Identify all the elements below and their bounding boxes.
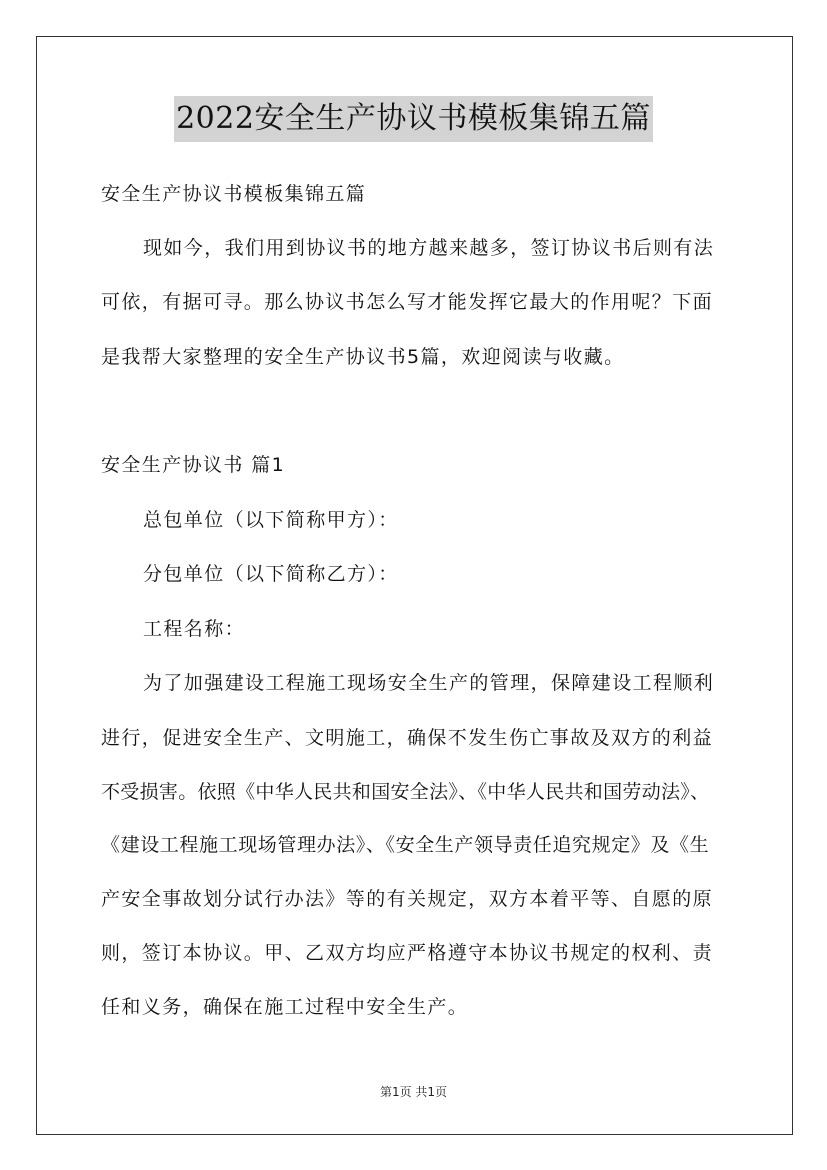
intro-line-3: 是我帮大家整理的安全生产协议书5篇，欢迎阅读与收藏。 <box>101 346 625 368</box>
field-general-contractor: 总包单位（以下简称甲方）： <box>143 509 399 531</box>
body-line-6: 则，签订本协议。甲、乙双方均应严格遵守本协议书规定的权利、责 <box>101 942 714 964</box>
section-heading: 安全生产协议书 篇1 <box>101 454 286 476</box>
intro-line-2: 可依，有据可寻。那么协议书怎么写才能发挥它最大的作用呢？下面 <box>101 291 714 313</box>
body-line-2: 进行，促进安全生产、文明施工，确保不发生伤亡事故及双方的利益 <box>101 727 714 749</box>
body-line-7: 任和义务，确保在施工过程中安全生产。 <box>101 996 469 1018</box>
body-line-3: 不受损害。依照《中华人民共和国安全法》、《中华人民共和国劳动法》、 <box>101 781 710 803</box>
intro-line-1: 现如今，我们用到协议书的地方越来越多，签订协议书后则有法 <box>143 237 715 259</box>
document-title: 2022安全生产协议书模板集锦五篇 <box>174 96 653 142</box>
page-footer: 第1页 共1页 <box>379 1085 448 1099</box>
field-project-name: 工程名称： <box>143 618 246 640</box>
body-line-4: 《建设工程施工现场管理办法》、《安全生产领导责任追究规定》及《生 <box>101 834 710 856</box>
document-subtitle: 安全生产协议书模板集锦五篇 <box>101 183 367 205</box>
body-line-5: 产安全事故划分试行办法》等的有关规定，双方本着平等、自愿的原 <box>101 888 714 910</box>
title-container <box>0 96 827 142</box>
field-subcontractor: 分包单位（以下简称乙方）： <box>143 563 399 585</box>
body-line-1: 为了加强建设工程施工现场安全生产的管理，保障建设工程顺利 <box>143 672 715 694</box>
